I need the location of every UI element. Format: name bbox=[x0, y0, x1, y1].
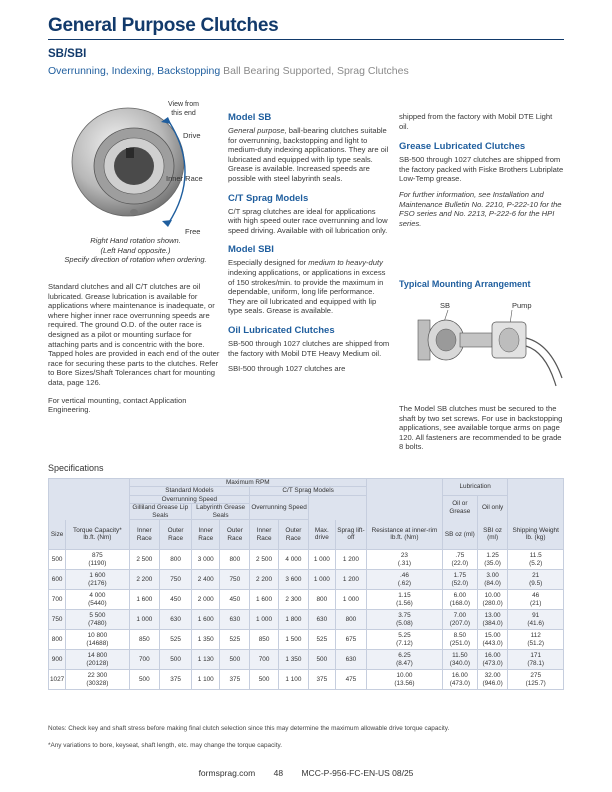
header-standard-models: Standard Models bbox=[129, 487, 250, 495]
table-row bbox=[49, 570, 564, 590]
table-cell: 10.00 (280.0) bbox=[477, 590, 508, 610]
header-blank-2 bbox=[367, 479, 443, 520]
header-lubrication: Lubrication bbox=[442, 479, 508, 496]
table-cell: 1 000 bbox=[129, 610, 160, 630]
table-cell: 23 (.31) bbox=[367, 550, 443, 570]
oil-continued-text: shipped from the factory with Mobil DTE Light oil. bbox=[399, 112, 553, 131]
table-cell: 500 bbox=[160, 650, 192, 670]
table-note-2: *Any variations to bore, keyseat, shaft length, etc. may change the torque capacity. bbox=[48, 742, 282, 749]
table-cell: 675 bbox=[335, 630, 366, 650]
drive-label: Drive bbox=[183, 131, 201, 140]
sbi-text-a: Especially designed for bbox=[228, 258, 309, 268]
inner-race-label: Inner Race bbox=[166, 174, 203, 183]
col-sb-oz: SB oz (ml) bbox=[442, 520, 477, 550]
table-cell: 475 bbox=[335, 670, 366, 690]
table-note-1: Notes: Check key and shaft stress before making final clutch selection since this may determine the maximum allowable drive torque capacity. bbox=[48, 725, 450, 732]
free-label: Free bbox=[185, 227, 201, 236]
table-cell: 750 bbox=[160, 570, 192, 590]
table-cell: 1 600 bbox=[129, 590, 160, 610]
table-cell: 700 bbox=[250, 650, 279, 670]
col-lab-outer: Outer Race bbox=[220, 520, 250, 550]
specifications-body bbox=[49, 550, 564, 690]
table-cell: 500 bbox=[250, 670, 279, 690]
table-cell: 1 600 bbox=[192, 610, 220, 630]
figure-caption bbox=[48, 236, 223, 265]
table-cell: 2 400 bbox=[192, 570, 220, 590]
oil-lubricated-text-2: SBI-500 through 1027 clutches are bbox=[228, 364, 346, 374]
grease-lubricated-text: SB-500 through 1027 clutches are shipped from the factory packed with Fiske Brothers Lubriplate Low-Temp grease. bbox=[399, 155, 564, 184]
table-cell: 15.00 (443.0) bbox=[477, 630, 508, 650]
table-cell: 375 bbox=[160, 670, 192, 690]
model-sb-lead: General purpose, bbox=[228, 126, 287, 135]
view-from-text: View from this end bbox=[168, 101, 199, 117]
table-cell: 275 (125.7) bbox=[508, 670, 564, 690]
col-ct-inner: Inner Race bbox=[250, 520, 279, 550]
table-row bbox=[49, 670, 564, 690]
mounting-diagram-image bbox=[400, 308, 564, 396]
footer-site: formsprag.com bbox=[198, 768, 256, 778]
table-cell: 3 600 bbox=[278, 570, 308, 590]
table-cell: 600 bbox=[49, 570, 66, 590]
col-max-drive: Max. drive bbox=[308, 520, 335, 550]
table-cell: 2 300 bbox=[278, 590, 308, 610]
vertical-mounting-paragraph: For vertical mounting, contact Application Engineering. bbox=[48, 395, 187, 415]
table-cell: 850 bbox=[129, 630, 160, 650]
table-cell: 7.00 (207.0) bbox=[442, 610, 477, 630]
table-cell: 700 bbox=[49, 590, 66, 610]
table-cell: 8.50 (251.0) bbox=[442, 630, 477, 650]
table-cell: 2 200 bbox=[129, 570, 160, 590]
table-cell: 16.00 (473.0) bbox=[477, 650, 508, 670]
table-cell: 6.25 (8.47) bbox=[367, 650, 443, 670]
middle-column bbox=[228, 112, 390, 374]
col-lab-inner: Inner Race bbox=[192, 520, 220, 550]
table-cell: 630 bbox=[308, 610, 335, 630]
model-sbi-heading: Model SBI bbox=[228, 244, 274, 256]
table-cell: 10 800 (14688) bbox=[66, 630, 129, 650]
table-cell: 500 bbox=[49, 550, 66, 570]
table-cell: 1 000 bbox=[335, 590, 366, 610]
table-cell: 1.25 (35.0) bbox=[477, 550, 508, 570]
table-cell: 10.00 (13.56) bbox=[367, 670, 443, 690]
section-code: SB/SBI bbox=[48, 48, 87, 60]
model-sb-body: ball-bearing clutches suitable for overrunning, backstopping and light to medium-duty indexing applications. They are oil lubricated and equipped with lip type seals. Grease is available. Increased speeds are possible with steel labyrinth seals. bbox=[228, 126, 389, 183]
table-cell: 1027 bbox=[49, 670, 66, 690]
rotation-arrow-icon bbox=[150, 112, 210, 232]
table-cell: 2 500 bbox=[250, 550, 279, 570]
model-sb-heading: Model SB bbox=[228, 112, 272, 123]
table-cell: 1 100 bbox=[192, 670, 220, 690]
table-cell: 750 bbox=[220, 570, 250, 590]
specifications-title: Specifications bbox=[48, 463, 104, 473]
sbi-text-b: medium to heavy-duty bbox=[308, 258, 383, 268]
table-cell: 14 800 (20128) bbox=[66, 650, 129, 670]
col-weight: Shipping Weight lb. (kg) bbox=[508, 520, 564, 550]
table-cell: 1 200 bbox=[335, 550, 366, 570]
table-row bbox=[49, 550, 564, 570]
table-cell: .75 (22.0) bbox=[442, 550, 477, 570]
col-sprag-liftoff: Sprag lift-off bbox=[335, 520, 366, 550]
further-info-text: For further information, see Installation and Maintenance Bulletin No. 2210, P-222-10 for the FSO series and No. 2213, P-222-6 for the HPI series. bbox=[399, 189, 562, 228]
table-cell: 875 (1190) bbox=[66, 550, 129, 570]
table-cell: 800 bbox=[220, 550, 250, 570]
header-overrunning-speed-ct: Overrunning Speed bbox=[250, 495, 309, 519]
ct-sprag-text: C/T sprag clutches are ideal for applications with high speed outer race overrunning and low speed driving. Available with oil lubrication only. bbox=[228, 206, 388, 235]
sbi-text-c: indexing applications, or applications in excess of 150 strokes/min. to provide the maximum in dependable, uniform, long life performance. They are oil lubricated and equipped with lip type seals. Grease is available. bbox=[228, 267, 386, 316]
table-cell: 2 200 bbox=[250, 570, 279, 590]
left-column bbox=[48, 282, 220, 415]
table-cell: 22 300 (30328) bbox=[66, 670, 129, 690]
table-cell: 525 bbox=[220, 630, 250, 650]
lubrication-paragraph: Standard clutches and all C/T clutches are oil lubricated. Grease lubrication is available for applications where maintenance is inadequate, or where higher inner race overrunning speeds are required. The ground O.D. of the outer race is designed as a pilot or mounting surface for attaching parts and is concentric with the bore. Tapped holes are provided in each end of the outer race for securing these parts to the clutches. Refer to Bore Sizes/Shaft Tolerances chart for mounting data, page 126. bbox=[48, 282, 220, 387]
table-cell: 1.75 (52.0) bbox=[442, 570, 477, 590]
table-cell: 630 bbox=[160, 610, 192, 630]
table-cell: 1 000 bbox=[308, 570, 335, 590]
col-gil-inner: Inner Race bbox=[129, 520, 160, 550]
footer-doc-code: MCC-P-956-FC-EN-US 08/25 bbox=[301, 768, 414, 778]
ct-sprag-heading: C/T Sprag Models bbox=[228, 192, 309, 204]
specifications-table bbox=[48, 478, 564, 690]
table-cell: 4 000 (5440) bbox=[66, 590, 129, 610]
table-row bbox=[49, 610, 564, 630]
col-ct-outer: Outer Race bbox=[278, 520, 308, 550]
col-resistance: Resistance at inner-rim lb.ft. (Nm) bbox=[367, 520, 443, 550]
col-gil-outer: Outer Race bbox=[160, 520, 192, 550]
table-row bbox=[49, 650, 564, 670]
header-labyrinth: Labyrinth Grease Seals bbox=[192, 504, 250, 520]
mounting-text: The Model SB clutches must be secured to the shaft by two set screws. For use in backstopping applications, see available torque arms on page 120. All fasteners are recommended to be grade 8 bolts. bbox=[399, 404, 563, 452]
table-row bbox=[49, 630, 564, 650]
table-cell: 500 bbox=[220, 650, 250, 670]
model-sb-text bbox=[228, 126, 390, 184]
table-cell: 1 100 bbox=[278, 670, 308, 690]
table-cell: 21 (9.5) bbox=[508, 570, 564, 590]
caption-line-2: (Left Hand opposite.) bbox=[100, 245, 171, 255]
table-cell: 375 bbox=[220, 670, 250, 690]
grease-lubricated-heading: Grease Lubricated Clutches bbox=[399, 141, 526, 153]
table-cell: 1 600 bbox=[250, 590, 279, 610]
table-cell: 3 000 bbox=[192, 550, 220, 570]
table-cell: 500 bbox=[129, 670, 160, 690]
table-cell: 1 350 bbox=[278, 650, 308, 670]
mounting-heading: Typical Mounting Arrangement bbox=[399, 279, 531, 289]
table-cell: 375 bbox=[308, 670, 335, 690]
table-cell: 850 bbox=[250, 630, 279, 650]
table-cell: 3.00 (84.0) bbox=[477, 570, 508, 590]
table-row bbox=[49, 590, 564, 610]
table-cell: 91 (41.6) bbox=[508, 610, 564, 630]
subtitle-secondary: Ball Bearing Supported, Sprag Clutches bbox=[223, 65, 409, 77]
caption-line-1: Right Hand rotation shown. bbox=[90, 236, 181, 245]
table-cell: 1 600 (2176) bbox=[66, 570, 129, 590]
table-cell: 900 bbox=[49, 650, 66, 670]
model-sbi-text bbox=[228, 258, 390, 316]
pump-diagram-label: Pump bbox=[512, 301, 532, 310]
header-oil-or-grease: Oil or Grease bbox=[442, 495, 477, 519]
table-cell: 1 000 bbox=[308, 550, 335, 570]
table-cell: 6.00 (168.0) bbox=[442, 590, 477, 610]
header-ct-models: C/T Sprag Models bbox=[250, 487, 367, 495]
table-cell: 800 bbox=[160, 550, 192, 570]
oil-lubricated-heading: Oil Lubricated Clutches bbox=[228, 324, 335, 336]
table-cell: 1 200 bbox=[335, 570, 366, 590]
table-cell: 500 bbox=[308, 650, 335, 670]
table-cell: .46 (.62) bbox=[367, 570, 443, 590]
table-cell: 1 350 bbox=[192, 630, 220, 650]
table-cell: 16.00 (473.0) bbox=[442, 670, 477, 690]
page-title: General Purpose Clutches bbox=[48, 15, 279, 36]
title-divider bbox=[48, 39, 564, 40]
table-cell: 800 bbox=[49, 630, 66, 650]
table-cell: 46 (21) bbox=[508, 590, 564, 610]
footer-page-number: 48 bbox=[273, 768, 284, 778]
table-cell: 1 130 bbox=[192, 650, 220, 670]
table-cell: 32.00 (946.0) bbox=[477, 670, 508, 690]
oil-lubricated-text: SB-500 through 1027 clutches are shipped from the factory with Mobil DTE Heavy Medium oil. bbox=[228, 338, 390, 358]
table-cell: 1 500 bbox=[278, 630, 308, 650]
table-cell: 5.25 (7.12) bbox=[367, 630, 443, 650]
page-footer bbox=[0, 768, 612, 778]
table-cell: 2 000 bbox=[192, 590, 220, 610]
table-cell: 11.5 (5.2) bbox=[508, 550, 564, 570]
table-cell: 800 bbox=[308, 590, 335, 610]
table-cell: 1 000 bbox=[250, 610, 279, 630]
right-column bbox=[399, 112, 564, 228]
table-cell: 4 000 bbox=[278, 550, 308, 570]
subtitle-primary: Overrunning, Indexing, Backstopping bbox=[48, 65, 221, 77]
header-overrunning-speed: Overrunning Speed bbox=[129, 495, 250, 503]
header-blank-4 bbox=[308, 495, 366, 519]
table-cell: 5 500 (7480) bbox=[66, 610, 129, 630]
table-cell: 630 bbox=[335, 650, 366, 670]
table-cell: 2 500 bbox=[129, 550, 160, 570]
table-cell: 525 bbox=[160, 630, 192, 650]
col-sbi-oz: SBI oz (ml) bbox=[477, 520, 508, 550]
table-cell: 800 bbox=[335, 610, 366, 630]
table-cell: 1 800 bbox=[278, 610, 308, 630]
header-oil-only: Oil only bbox=[477, 495, 508, 519]
table-cell: 450 bbox=[160, 590, 192, 610]
header-max-rpm: Maximum RPM bbox=[129, 479, 366, 487]
table-cell: 3.75 (5.08) bbox=[367, 610, 443, 630]
header-blank-3 bbox=[508, 479, 564, 520]
table-cell: 525 bbox=[308, 630, 335, 650]
table-cell: 13.00 (384.0) bbox=[477, 610, 508, 630]
table-cell: 630 bbox=[220, 610, 250, 630]
table-cell: 11.50 (340.0) bbox=[442, 650, 477, 670]
subtitle bbox=[48, 65, 409, 77]
col-size: Size bbox=[49, 520, 66, 550]
table-cell: 750 bbox=[49, 610, 66, 630]
header-gilliland: Gilliland Grease Lip Seals bbox=[129, 504, 191, 520]
header-blank bbox=[49, 479, 130, 520]
table-cell: 700 bbox=[129, 650, 160, 670]
col-torque: Torque Capacity* lb.ft. (Nm) bbox=[66, 520, 129, 550]
table-cell: 112 (51.2) bbox=[508, 630, 564, 650]
table-cell: 171 (78.1) bbox=[508, 650, 564, 670]
table-cell: 450 bbox=[220, 590, 250, 610]
caption-line-3: Specify direction of rotation when ordering. bbox=[64, 255, 207, 264]
table-cell: 1.15 (1.56) bbox=[367, 590, 443, 610]
sb-diagram-label: SB bbox=[440, 301, 451, 310]
